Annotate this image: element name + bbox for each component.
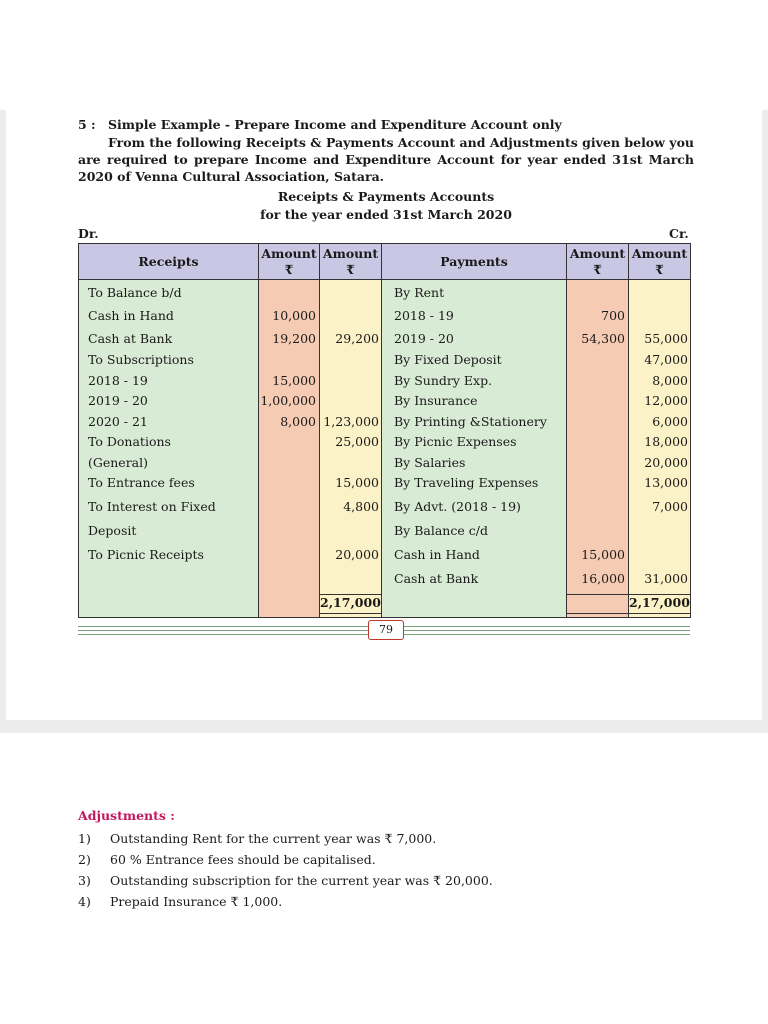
receipt-label: Cash in Hand bbox=[88, 308, 174, 323]
page-number: 79 bbox=[368, 620, 404, 640]
receipts-amount1-column bbox=[258, 243, 319, 618]
receipt-label: To Balance b/d bbox=[88, 285, 182, 300]
payments-total-blank bbox=[566, 594, 629, 614]
payment-a1: 700 bbox=[601, 308, 625, 323]
receipt-a1: 15,000 bbox=[272, 373, 316, 388]
receipt-a2: 1,23,000 bbox=[323, 414, 379, 429]
payment-label: By Picnic Expenses bbox=[394, 434, 517, 449]
receipt-label: (General) bbox=[88, 455, 149, 470]
payments-total: 2,17,000 bbox=[628, 594, 691, 614]
problem-title: Simple Example - Prepare Income and Expenditure Account only bbox=[108, 117, 562, 132]
payment-a1: 54,300 bbox=[581, 331, 625, 346]
table-title bbox=[78, 188, 694, 224]
receipt-a2: 4,800 bbox=[343, 499, 379, 514]
adjustments-title: Adjustments : bbox=[78, 808, 175, 823]
payment-a2: 7,000 bbox=[652, 499, 688, 514]
payment-a2: 8,000 bbox=[652, 373, 688, 388]
receipt-label: To Interest on Fixed bbox=[88, 499, 216, 514]
header-payments: Payments bbox=[381, 243, 567, 280]
payment-a1: 15,000 bbox=[581, 547, 625, 562]
adjustment-item: 1) Outstanding Rent for the current year was ₹ 7,000. bbox=[78, 831, 437, 846]
problem-statement: From the following Receipts & Payments Account and Adjustments given below you are required to prepare Income and Expenditure Account for year ended 31st March 2020 of Venna Cultural Association, Satara. bbox=[78, 135, 694, 184]
payment-a2: 47,000 bbox=[644, 352, 688, 367]
payment-label: By Advt. (2018 - 19) bbox=[394, 499, 521, 514]
receipt-label: Deposit bbox=[88, 523, 137, 538]
table-title-line1: Receipts & Payments Accounts bbox=[277, 189, 495, 204]
payment-label: By Printing &Stationery bbox=[394, 414, 547, 429]
receipt-label: To Picnic Receipts bbox=[88, 547, 204, 562]
problem-number: 5 : bbox=[78, 117, 96, 132]
adjustment-item: 3) Outstanding subscription for the current year was ₹ 20,000. bbox=[78, 873, 493, 888]
payment-label: By Traveling Expenses bbox=[394, 475, 539, 490]
payment-label: By Fixed Deposit bbox=[394, 352, 502, 367]
receipt-label: 2018 - 19 bbox=[88, 373, 148, 388]
receipt-a2: 15,000 bbox=[335, 475, 379, 490]
adjustment-item: 2) 60 % Entrance fees should be capitalised. bbox=[78, 852, 376, 867]
receipt-a2: 20,000 bbox=[335, 547, 379, 562]
header-payments-amount2: Amount ₹ bbox=[628, 243, 691, 280]
header-receipts: Receipts bbox=[78, 243, 259, 280]
header-receipts-amount1: Amount ₹ bbox=[258, 243, 320, 280]
receipt-label: To Entrance fees bbox=[88, 475, 195, 490]
receipt-a2: 25,000 bbox=[335, 434, 379, 449]
payment-a2: 13,000 bbox=[644, 475, 688, 490]
receipt-label: 2020 - 21 bbox=[88, 414, 148, 429]
receipt-label: 2019 - 20 bbox=[88, 393, 148, 408]
payment-label: Cash in Hand bbox=[394, 547, 480, 562]
problem-heading bbox=[78, 116, 698, 133]
receipt-a1: 8,000 bbox=[280, 414, 316, 429]
table-title-line2: for the year ended 31st March 2020 bbox=[260, 207, 512, 222]
header-payments-amount1: Amount ₹ bbox=[566, 243, 629, 280]
receipts-total: 2,17,000 bbox=[319, 594, 382, 614]
payment-label: Cash at Bank bbox=[394, 571, 479, 586]
payment-a2: 20,000 bbox=[644, 455, 688, 470]
receipt-a2: 29,200 bbox=[335, 331, 379, 346]
receipt-label: Cash at Bank bbox=[88, 331, 173, 346]
payment-label: By Salaries bbox=[394, 455, 466, 470]
receipts-payments-table bbox=[78, 243, 691, 618]
adjustment-item: 4) Prepaid Insurance ₹ 1,000. bbox=[78, 894, 283, 909]
debit-label: Dr. bbox=[78, 226, 99, 241]
adjustments-list bbox=[78, 828, 698, 912]
payment-label: By Rent bbox=[394, 285, 445, 300]
payments-amount2-column bbox=[628, 243, 691, 618]
payment-a2: 55,000 bbox=[644, 331, 688, 346]
payment-a1: 16,000 bbox=[581, 571, 625, 586]
receipt-label: To Subscriptions bbox=[88, 352, 194, 367]
page-gap bbox=[0, 720, 768, 733]
receipt-a1: 19,200 bbox=[272, 331, 316, 346]
payment-label: By Balance c/d bbox=[394, 523, 488, 538]
adjustments-page bbox=[6, 733, 762, 913]
textbook-page-79 bbox=[6, 110, 762, 720]
payment-a2: 31,000 bbox=[644, 571, 688, 586]
payment-a2: 6,000 bbox=[652, 414, 688, 429]
receipt-a1: 1,00,000 bbox=[260, 393, 316, 408]
payment-label: By Insurance bbox=[394, 393, 478, 408]
payment-label: 2019 - 20 bbox=[394, 331, 454, 346]
header-receipts-amount2: Amount ₹ bbox=[319, 243, 382, 280]
payment-label: By Sundry Exp. bbox=[394, 373, 493, 388]
payment-label: 2018 - 19 bbox=[394, 308, 454, 323]
credit-label: Cr. bbox=[669, 226, 689, 241]
payment-a2: 12,000 bbox=[644, 393, 688, 408]
receipt-a1: 10,000 bbox=[272, 308, 316, 323]
payment-a2: 18,000 bbox=[644, 434, 688, 449]
receipt-label: To Donations bbox=[88, 434, 171, 449]
